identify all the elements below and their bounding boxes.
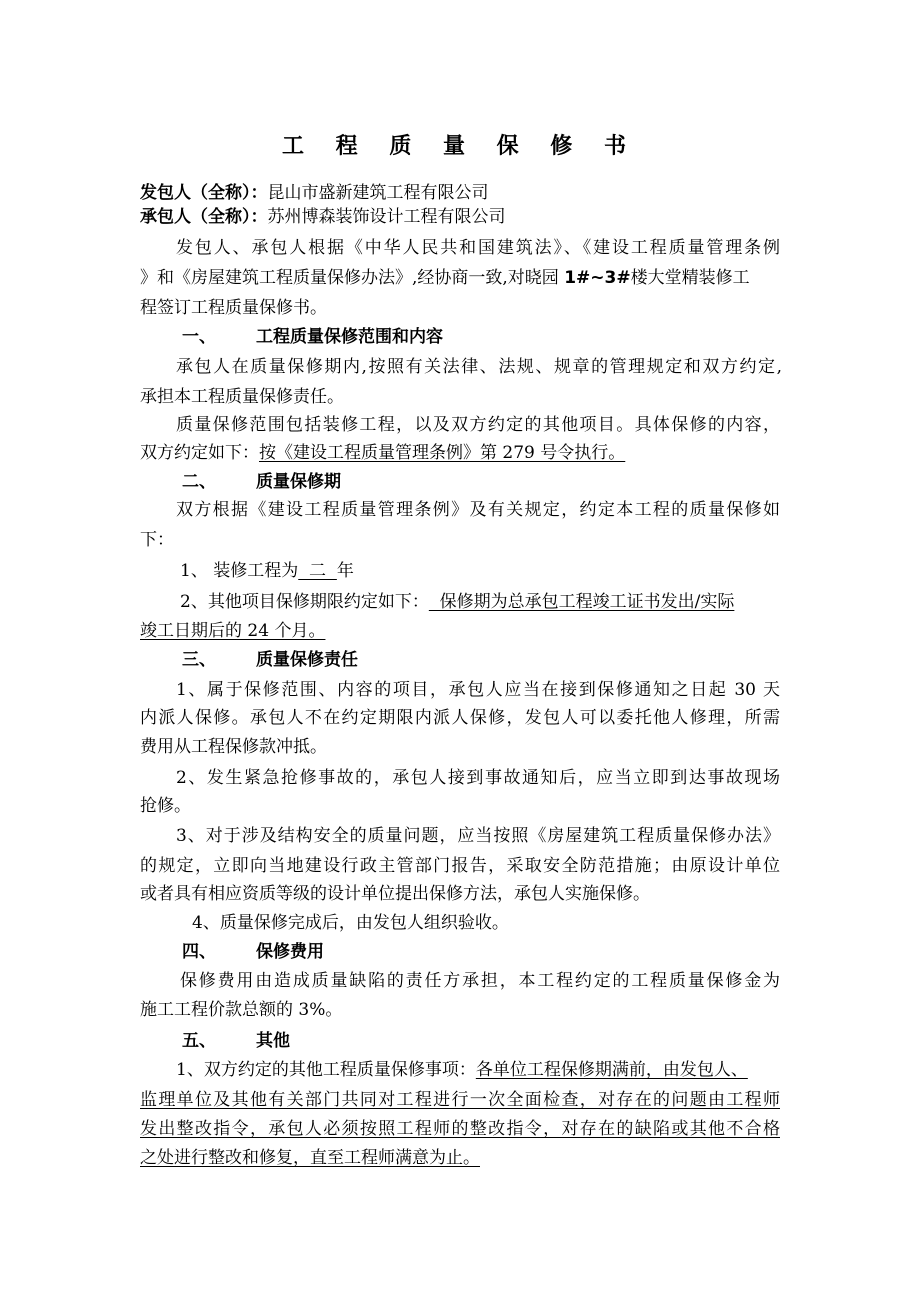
section-2-number: 二、 bbox=[182, 472, 216, 492]
s3-item-4: 4、质量保修完成后，由发包人组织验收。 bbox=[192, 913, 509, 933]
section-4-title: 保修费用 bbox=[256, 942, 324, 962]
s1-agreement-label: 双方约定如下： bbox=[140, 443, 259, 463]
s3-item-3-line-2: 的规定，立即向当地建设行政主管部门报告，采取安全防范措施；由原设计单位 bbox=[140, 856, 780, 876]
section-2-title: 质量保修期 bbox=[256, 472, 341, 492]
contractor-line bbox=[140, 205, 790, 229]
employer-name: 昆山市盛新建筑工程有限公司 bbox=[267, 183, 489, 203]
section-3-heading bbox=[182, 648, 832, 672]
employer-label: 发包人（全称）： bbox=[140, 183, 268, 203]
s5-item-1-label: 1、双方约定的其他工程质量保修事项： bbox=[176, 1060, 476, 1080]
s2-item-1 bbox=[180, 559, 830, 583]
s4-paragraph-line-1: 保修费用由造成质量缺陷的责任方承担，本工程约定的工程质量保修金为 bbox=[180, 971, 780, 991]
s1-paragraph-2-line-2 bbox=[140, 441, 790, 465]
intro-line-2 bbox=[140, 266, 790, 290]
s5-item-1-line-3: 发出整改指令，承包人必须按照工程师的整改指令，对存在的缺陷或其他不合格 bbox=[140, 1119, 780, 1139]
document-title: 工 程 质 量 保 修 书 bbox=[282, 134, 638, 159]
s1-paragraph-1-line-2: 承担本工程质量保修责任。 bbox=[140, 387, 344, 407]
section-2-heading bbox=[182, 470, 832, 494]
s5-item-1-line-2: 监理单位及其他有关部门共同对工程进行一次全面检查，对存在的问题由工程师 bbox=[140, 1090, 780, 1110]
intro-line-3: 程签订工程质量保修书。 bbox=[140, 298, 327, 318]
s5-item-1-line-4: 之处进行整改和修复，直至工程师满意为止。 bbox=[140, 1148, 480, 1168]
s2-paragraph-line-1: 双方根据《建设工程质量管理条例》及有关规定，约定本工程的质量保修如 bbox=[176, 500, 780, 520]
section-1-number: 一、 bbox=[182, 327, 216, 347]
s2-paragraph-line-2: 下： bbox=[140, 530, 174, 550]
s2-item-1-unit: 年 bbox=[336, 561, 354, 581]
section-3-title: 质量保修责任 bbox=[256, 650, 358, 670]
employer-line bbox=[140, 181, 790, 205]
section-4-number: 四、 bbox=[182, 942, 216, 962]
s2-item-1-label: 1、 装修工程为 bbox=[180, 561, 299, 581]
s5-item-1-text-start: 各单位工程保修期满前，由发包人、 bbox=[475, 1060, 748, 1080]
s2-item-2-continuation bbox=[140, 619, 790, 643]
s4-paragraph-line-2: 施工工程价款总额的 3%。 bbox=[140, 1000, 343, 1020]
section-5-heading bbox=[182, 1029, 832, 1053]
s2-item-2 bbox=[180, 590, 830, 614]
s5-item-1-line-1 bbox=[176, 1058, 826, 1082]
intro-building-no: 1#~3# bbox=[564, 268, 631, 288]
intro-text-c: 楼大堂精装修工 bbox=[630, 268, 750, 288]
s2-item-1-years: 二 bbox=[298, 561, 337, 581]
intro-text-a: 》和《房屋建筑工程质量保修办法》,经协商一致,对晓园 bbox=[140, 268, 565, 288]
s3-item-2-line-1: 2、发生紧急抢修事故的，承包人接到事故通知后，应当立即到达事故现场 bbox=[176, 768, 780, 788]
s1-paragraph-1-line-1: 承包人在质量保修期内,按照有关法律、法规、规章的管理规定和双方约定, bbox=[176, 357, 782, 377]
s3-item-1-line-2: 内派人保修。承包人不在约定期限内派人保修，发包人可以委托他人修理，所需 bbox=[140, 708, 780, 728]
s1-agreement-text: 按《建设工程质量管理条例》第 279 号令执行。 bbox=[259, 443, 626, 463]
s3-item-1-line-1: 1、属于保修范围、内容的项目，承包人应当在接到保修通知之日起 30 天 bbox=[176, 680, 780, 700]
s2-item-2-text: 保修期为总承包工程竣工证书发出/实际 bbox=[428, 592, 735, 612]
section-1-title: 工程质量保修范围和内容 bbox=[256, 327, 443, 347]
s2-item-2-label: 2、其他项目保修期限约定如下： bbox=[180, 592, 429, 612]
section-4-heading bbox=[182, 940, 832, 964]
intro-line-1: 发包人、承包人根据《中华人民共和国建筑法》、《建设工程质量管理条例 bbox=[176, 238, 780, 258]
section-5-number: 五、 bbox=[182, 1031, 216, 1051]
contractor-name: 苏州博森装饰设计工程有限公司 bbox=[267, 207, 506, 227]
s1-paragraph-2-line-1: 质量保修范围包括装修工程，以及双方约定的其他项目。具体保修的内容， bbox=[176, 415, 780, 435]
s3-item-1-line-3: 费用从工程保修款冲抵。 bbox=[140, 737, 327, 757]
s3-item-3-line-1: 3、对于涉及结构安全的质量问题，应当按照《房屋建筑工程质量保修办法》 bbox=[176, 826, 780, 846]
s3-item-2-line-2: 抢修。 bbox=[140, 796, 191, 816]
contractor-label: 承包人（全称）： bbox=[140, 207, 268, 227]
section-3-number: 三、 bbox=[182, 650, 216, 670]
s2-item-2-text-end: 竣工日期后的 24 个月。 bbox=[140, 621, 326, 641]
section-5-title: 其他 bbox=[256, 1031, 290, 1051]
section-1-heading bbox=[182, 325, 832, 349]
s3-item-3-line-3: 或者具有相应资质等级的设计单位提出保修方法，承包人实施保修。 bbox=[140, 884, 650, 904]
